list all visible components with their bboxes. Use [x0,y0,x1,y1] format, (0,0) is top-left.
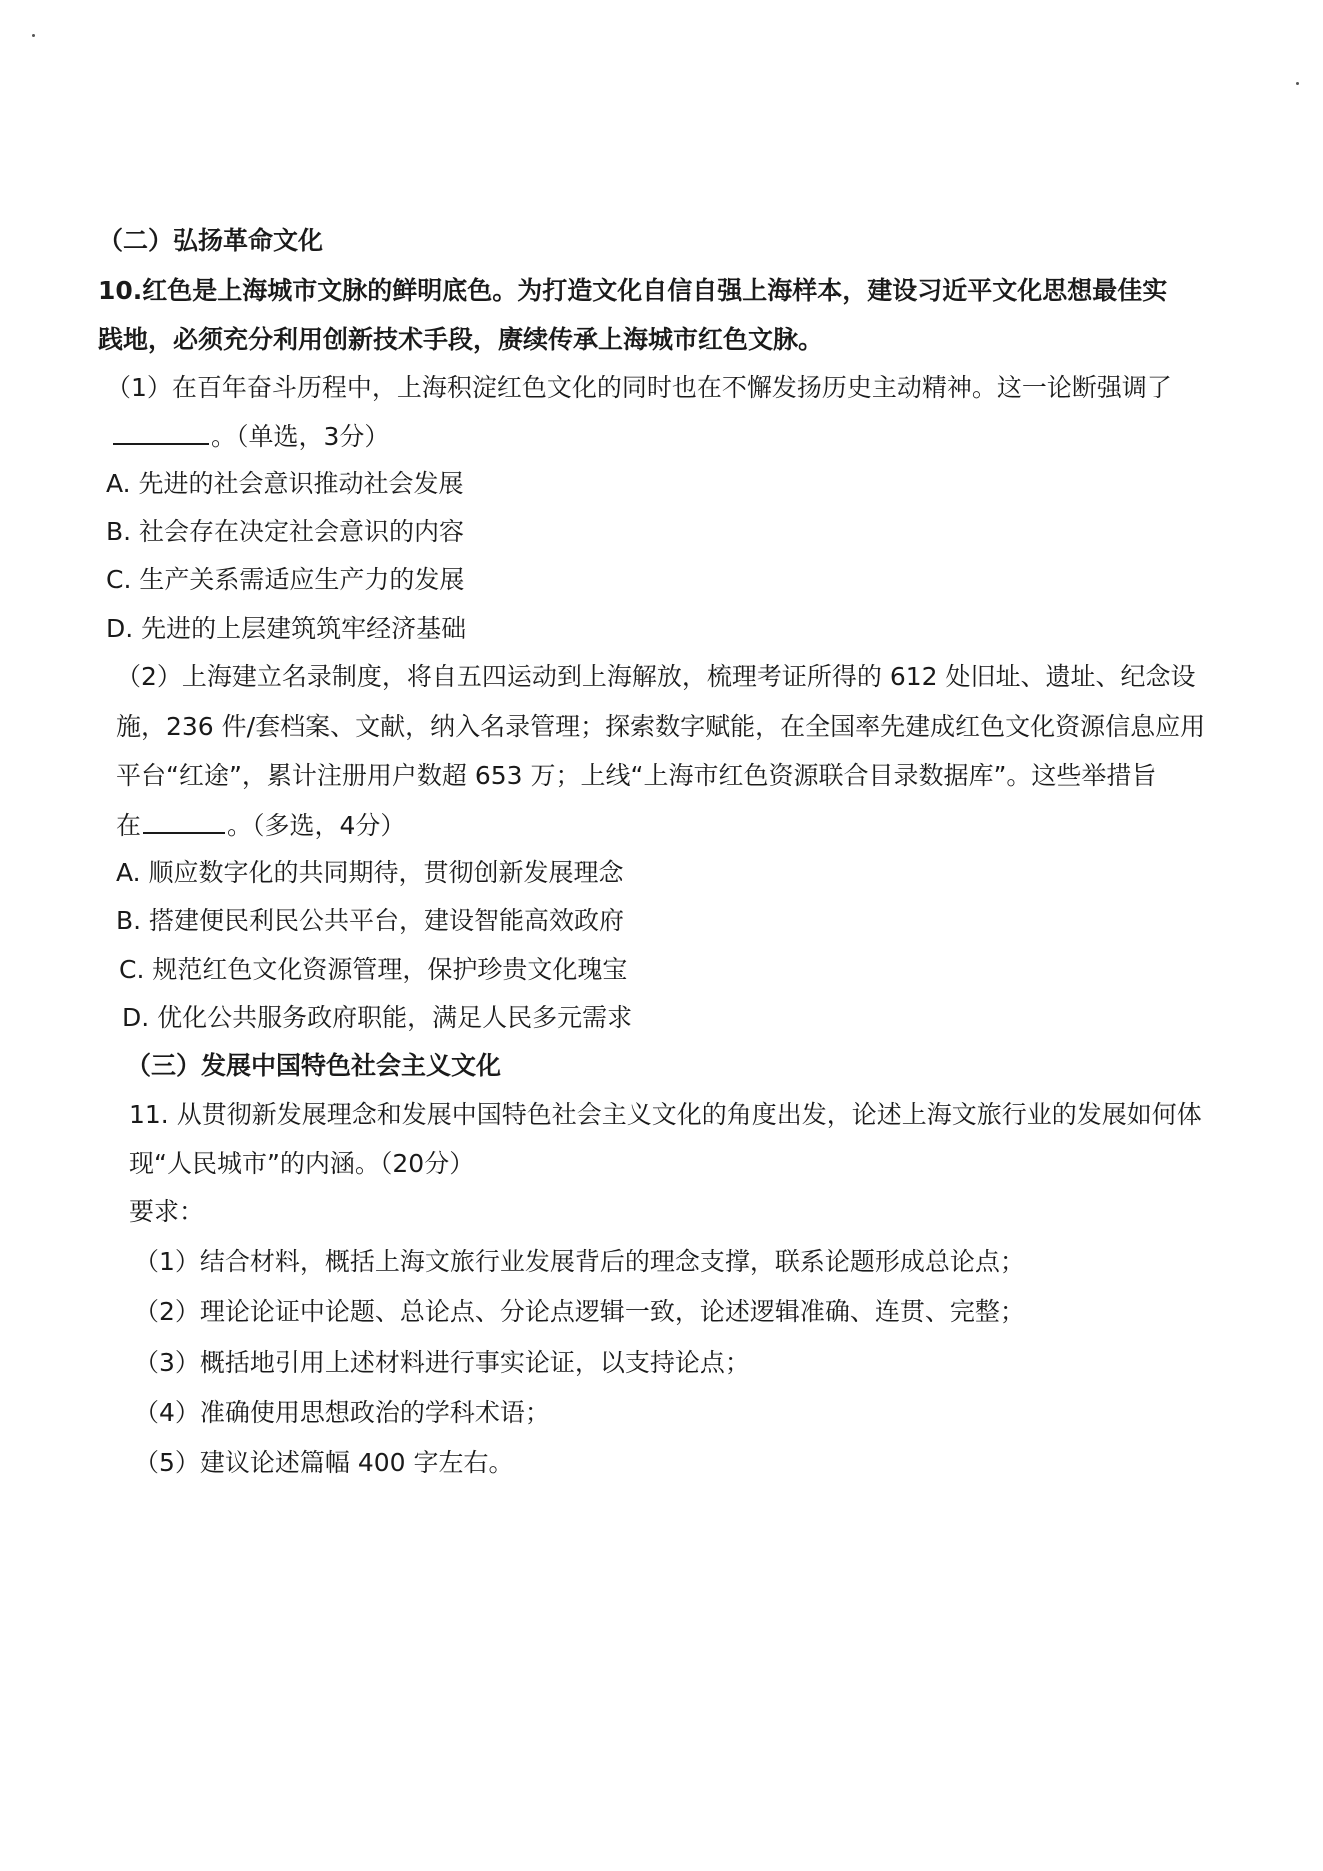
q10-part1-option-c: C. 生产关系需适应生产力的发展 [106,565,465,594]
q10-part1-option-b: B. 社会存在决定社会意识的内容 [106,517,465,546]
q10-stem-line-1: 10.红色是上海城市文脉的鲜明底色。为打造文化自信自强上海样本，建设习近平文化思想最佳实 [98,276,1168,305]
q11-requirement-5: （5）建议论述篇幅 400 字左右。 [134,1448,514,1477]
q10-part2-line-1: （2）上海建立名录制度，将自五四运动到上海解放，梳理考证所得的 612 处旧址、遗址、纪念设 [116,662,1196,691]
q10-part1-option-d: D. 先进的上层建筑筑牢经济基础 [106,614,467,643]
section-heading-3: （三）发展中国特色社会主义文化 [126,1051,502,1080]
answer-blank [143,808,225,834]
q11-requirement-2: （2）理论论证中论题、总论点、分论点逻辑一致，论述逻辑准确、连贯、完整； [134,1297,1025,1326]
q10-part2-option-d: D. 优化公共服务政府职能，满足人民多元需求 [122,1003,633,1032]
q10-part2-option-a: A. 顺应数字化的共同期待，贯彻创新发展理念 [116,858,624,887]
scan-speck [32,34,35,37]
q11-requirement-1: （1）结合材料，概括上海文旅行业发展背后的理念支撑，联系论题形成总论点； [134,1247,1025,1276]
q10-part1-score: 。（单选，3分） [211,422,390,451]
q10-part2-option-b: B. 搭建便民利民公共平台，建设智能高效政府 [116,906,625,935]
q10-part1-line-2 [111,419,389,454]
q11-requirement-3: （3）概括地引用上述材料进行事实论证，以支持论点； [134,1348,750,1377]
q11-stem-line-2: 现“人民城市”的内涵。（20分） [129,1149,475,1178]
q10-part2-option-c: C. 规范红色文化资源管理，保护珍贵文化瑰宝 [119,955,628,984]
q10-part2-score: 。（多选，4分） [227,811,406,840]
q10-part2-line-4-prefix: 在 [116,811,142,840]
q11-requirements-label: 要求： [129,1197,205,1226]
q11-stem-line-1: 11. 从贯彻新发展理念和发展中国特色社会主义文化的角度出发，论述上海文旅行业的发展如何体 [129,1100,1202,1129]
q10-stem-line-2: 践地，必须充分利用创新技术手段，赓续传承上海城市红色文脉。 [98,325,824,354]
answer-blank [113,419,209,445]
q10-part1-option-a: A. 先进的社会意识推动社会发展 [106,469,464,498]
section-heading-2: （二）弘扬革命文化 [98,226,324,255]
q10-part2-line-3: 平台“红途”，累计注册用户数超 653 万；上线“上海市红色资源联合目录数据库”。这些举措旨 [116,761,1157,790]
q11-requirement-4: （4）准确使用思想政治的学科术语； [134,1398,550,1427]
scan-speck [1296,82,1299,85]
q10-part1-line-1: （1）在百年奋斗历程中，上海积淀红色文化的同时也在不懈发扬历史主动精神。这一论断强调了 [106,373,1172,402]
q10-part2-line-2: 施，236 件/套档案、文献，纳入名录管理；探索数字赋能，在全国率先建成红色文化资源信息应用 [116,712,1206,741]
q10-part2-line-4 [116,808,405,843]
